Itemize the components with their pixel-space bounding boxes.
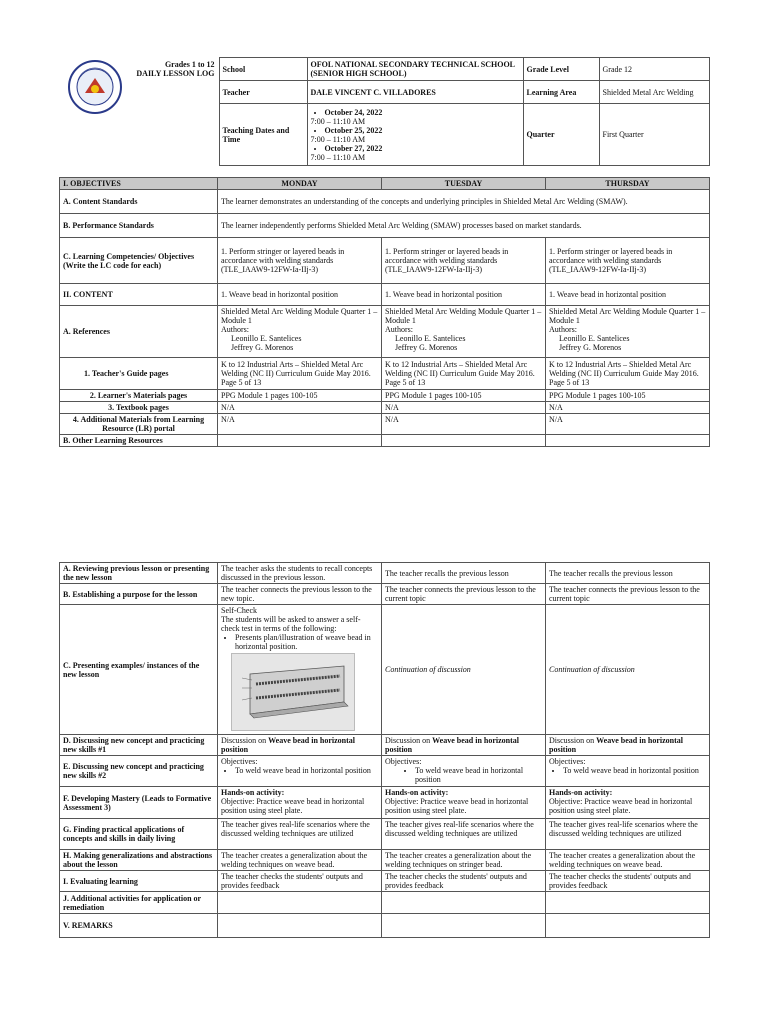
tg-mon: K to 12 Industrial Arts – Shielded Metal Arc Welding (NC II) Curriculum Guide May 2016. Page 5 of 13 <box>218 358 382 390</box>
grades-label: Grades 1 to 12 <box>164 59 215 69</box>
content-mon: 1. Weave bead in horizontal position <box>218 284 382 306</box>
proc-d-thu <box>546 735 710 756</box>
time-item-1: 7:00 – 11:10 AM <box>310 116 366 126</box>
proc-e-mon <box>218 756 382 787</box>
author-2: Jeffrey G. Morenos <box>231 343 294 352</box>
references-text: Shielded Metal Arc Welding Module Quarter 1 – Module 1 <box>385 307 542 325</box>
content-thu: 1. Weave bead in horizontal position <box>546 284 710 306</box>
other-thu <box>546 435 710 447</box>
time-item-2: 7:00 – 11:10 AM <box>310 134 366 144</box>
performance-standards-label: B. Performance Standards <box>60 214 218 238</box>
objectives-heading: Objectives: <box>385 757 422 766</box>
hands-on-text: Objective: Practice weave bead in horizontal position using steel plate. <box>385 797 529 815</box>
proc-b-thu: The teacher connects the previous lesson to the current topic <box>546 584 710 605</box>
dll-label: DAILY LESSON LOG <box>136 68 215 78</box>
quarter-label: Quarter <box>523 104 599 166</box>
proc-j-tue <box>382 892 546 914</box>
proc-h-mon: The teacher creates a generalization about the welding techniques on weave bead. <box>218 850 382 871</box>
proc-b-tue: The teacher connects the previous lesson to the current topic <box>382 584 546 605</box>
date-item-2: • October 25, 2022 <box>325 126 520 135</box>
references-label: A. References <box>60 306 218 358</box>
proc-h-tue: The teacher creates a generalization about the welding techniques on stringer bead. <box>382 850 546 871</box>
weave-bead-illustration <box>231 653 355 731</box>
proc-e-tue <box>382 756 546 787</box>
hands-on-text: Objective: Practice weave bead in horizontal position using steel plate. <box>549 797 693 815</box>
hands-on-title: Hands-on activity: <box>221 788 285 797</box>
objectives-title: I. OBJECTIVES <box>60 178 218 190</box>
references-thu <box>546 306 710 358</box>
other-tue <box>382 435 546 447</box>
objectives-table <box>59 177 710 447</box>
lr-thu: N/A <box>546 414 710 435</box>
proc-a-tue: The teacher recalls the previous lesson <box>382 563 546 584</box>
proc-d-mon <box>218 735 382 756</box>
proc-e-thu <box>546 756 710 787</box>
tg-tue: K to 12 Industrial Arts – Shielded Metal Arc Welding (NC II) Curriculum Guide May 2016. Page 5 of 13 <box>382 358 546 390</box>
author-1: Leonillo E. Santelices <box>231 334 302 343</box>
lm-mon: PPG Module 1 pages 100-105 <box>218 390 382 402</box>
procedures-table <box>59 562 710 938</box>
tb-label: 3. Textbook pages <box>60 402 218 414</box>
learning-area-label: Learning Area <box>523 81 599 104</box>
proc-a-mon: The teacher asks the students to recall concepts discussed in the previous lesson. <box>218 563 382 584</box>
lr-label: 4. Additional Materials from Learning Resource (LR) portal <box>60 414 218 435</box>
objectives-heading: Objectives: <box>549 757 586 766</box>
header-table <box>59 57 710 166</box>
authors-label: Authors: <box>385 325 413 334</box>
proc-g-tue: The teacher gives real-life scenarios where the discussed welding techniques are utilized <box>382 819 546 850</box>
proc-f-mon <box>218 787 382 819</box>
content-standards-value: The learner demonstrates an understanding of the concepts and underlying principles in Shielded Metal Arc Welding (SMAW). <box>218 190 710 214</box>
proc-f-thu <box>546 787 710 819</box>
tb-mon: N/A <box>218 402 382 414</box>
dates-value <box>307 104 523 166</box>
author-1: Leonillo E. Santelices <box>559 334 630 343</box>
day-monday: MONDAY <box>218 178 382 190</box>
competency-tue: 1. Perform stringer or layered beads in accordance with welding standards (TLE_IAAW9-12FW-Ia-IIj-3) <box>382 238 546 284</box>
lm-thu: PPG Module 1 pages 100-105 <box>546 390 710 402</box>
objective-bullet: • To weld weave bead in horizontal position <box>235 766 378 775</box>
grade-level-label: Grade Level <box>523 58 599 81</box>
d-prefix: Discussion on <box>385 736 431 745</box>
school-value: OFOL NATIONAL SECONDARY TECHNICAL SCHOOL (SENIOR HIGH SCHOOL) <box>307 58 523 81</box>
d-topic: Weave bead in horizontal position <box>549 736 684 754</box>
references-mon <box>218 306 382 358</box>
hands-on-title: Hands-on activity: <box>549 788 613 797</box>
hands-on-text: Objective: Practice weave bead in horizontal position using steel plate. <box>221 797 365 815</box>
proc-b-label: B. Establishing a purpose for the lesson <box>60 584 218 605</box>
authors-label: Authors: <box>549 325 577 334</box>
remarks-tue <box>382 914 546 938</box>
dates-list <box>311 108 520 117</box>
objective-bullet: • To weld weave bead in horizontal position <box>563 766 706 775</box>
quarter-value: First Quarter <box>599 104 709 166</box>
content-standards-label: A. Content Standards <box>60 190 218 214</box>
author-1: Leonillo E. Santelices <box>395 334 466 343</box>
other-mon <box>218 435 382 447</box>
performance-standards-value: The learner independently performs Shielded Metal Arc Welding (SMAW) processes based on market standards. <box>218 214 710 238</box>
proc-g-mon: The teacher gives real-life scenarios where the discussed welding techniques are utilized <box>218 819 382 850</box>
proc-h-label: H. Making generalizations and abstractions about the lesson <box>60 850 218 871</box>
date-item-1: • October 24, 2022 <box>325 108 520 117</box>
lr-tue: N/A <box>382 414 546 435</box>
proc-d-tue <box>382 735 546 756</box>
proc-j-thu <box>546 892 710 914</box>
proc-b-mon: The teacher connects the previous lesson to the new topic. <box>218 584 382 605</box>
proc-j-mon <box>218 892 382 914</box>
proc-c-thu: Continuation of discussion <box>546 605 710 735</box>
self-check-title: Self-Check <box>221 606 257 615</box>
learning-area-value: Shielded Metal Arc Welding <box>599 81 709 104</box>
remarks-label: V. REMARKS <box>60 914 218 938</box>
lm-label: 2. Learner's Materials pages <box>60 390 218 402</box>
proc-a-thu: The teacher recalls the previous lesson <box>546 563 710 584</box>
proc-g-thu: The teacher gives real-life scenarios where the discussed welding techniques are utilized <box>546 819 710 850</box>
teacher-value: DALE VINCENT C. VILLADORES <box>307 81 523 104</box>
competencies-label: C. Learning Competencies/ Objectives (Write the LC code for each) <box>60 238 218 284</box>
hands-on-title: Hands-on activity: <box>385 788 449 797</box>
dll-title-cell <box>59 58 219 166</box>
author-2: Jeffrey G. Morenos <box>395 343 458 352</box>
proc-i-tue: The teacher checks the students' outputs and provides feedback <box>382 871 546 892</box>
proc-j-label: J. Additional activities for application or remediation <box>60 892 218 914</box>
proc-f-tue <box>382 787 546 819</box>
lm-tue: PPG Module 1 pages 100-105 <box>382 390 546 402</box>
proc-a-label: A. Reviewing previous lesson or presenting the new lesson <box>60 563 218 584</box>
d-topic: Weave bead in horizontal position <box>221 736 356 754</box>
author-2: Jeffrey G. Morenos <box>559 343 622 352</box>
proc-g-label: G. Finding practical applications of concepts and skills in daily living <box>60 819 218 850</box>
self-check-bullet: • Presents plan/illustration of weave bead in horizontal position. <box>235 633 378 651</box>
proc-i-label: I. Evaluating learning <box>60 871 218 892</box>
day-thursday: THURSDAY <box>546 178 710 190</box>
proc-e-label: E. Discussing new concept and practicing new skills #2 <box>60 756 218 787</box>
teacher-label: Teacher <box>219 81 307 104</box>
self-check-intro: The students will be asked to answer a self-check test in terms of the following: <box>221 615 361 633</box>
d-prefix: Discussion on <box>549 736 595 745</box>
authors-label: Authors: <box>221 325 249 334</box>
day-tuesday: TUESDAY <box>382 178 546 190</box>
dates-label: Teaching Dates and Time <box>219 104 307 166</box>
references-text: Shielded Metal Arc Welding Module Quarter 1 – Module 1 <box>221 307 378 325</box>
proc-c-mon <box>218 605 382 735</box>
proc-d-label: D. Discussing new concept and practicing new skills #1 <box>60 735 218 756</box>
content-label: II. CONTENT <box>60 284 218 306</box>
grade-level-value: Grade 12 <box>599 58 709 81</box>
proc-c-tue: Continuation of discussion <box>382 605 546 735</box>
proc-f-label: F. Developing Mastery (Leads to Formative Assessment 3) <box>60 787 218 819</box>
objective-bullet: • To weld weave bead in horizontal position <box>415 766 542 784</box>
objectives-heading: Objectives: <box>221 757 258 766</box>
remarks-mon <box>218 914 382 938</box>
tg-label: 1. Teacher's Guide pages <box>60 358 218 390</box>
competency-mon: 1. Perform stringer or layered beads in accordance with welding standards (TLE_IAAW9-12FW-Ia-IIj-3) <box>218 238 382 284</box>
d-prefix: Discussion on <box>221 736 267 745</box>
remarks-thu <box>546 914 710 938</box>
references-tue <box>382 306 546 358</box>
time-item-3: 7:00 – 11:10 AM <box>310 152 366 162</box>
lr-mon: N/A <box>218 414 382 435</box>
proc-i-thu: The teacher checks the students' outputs and provides feedback <box>546 871 710 892</box>
competency-thu: 1. Perform stringer or layered beads in accordance with welding standards (TLE_IAAW9-12FW-Ia-IIj-3) <box>546 238 710 284</box>
date-item-3: • October 27, 2022 <box>325 144 520 153</box>
references-text: Shielded Metal Arc Welding Module Quarter 1 – Module 1 <box>549 307 706 325</box>
proc-h-thu: The teacher creates a generalization about the welding techniques on weave bead. <box>546 850 710 871</box>
tb-thu: N/A <box>546 402 710 414</box>
tb-tue: N/A <box>382 402 546 414</box>
school-label: School <box>219 58 307 81</box>
tg-thu: K to 12 Industrial Arts – Shielded Metal Arc Welding (NC II) Curriculum Guide May 2016. Page 5 of 13 <box>546 358 710 390</box>
content-tue: 1. Weave bead in horizontal position <box>382 284 546 306</box>
proc-i-mon: The teacher checks the students' outputs and provides feedback <box>218 871 382 892</box>
other-resources-label: B. Other Learning Resources <box>60 435 218 447</box>
proc-c-label: C. Presenting examples/ instances of the new lesson <box>60 605 218 735</box>
d-topic: Weave bead in horizontal position <box>385 736 520 754</box>
